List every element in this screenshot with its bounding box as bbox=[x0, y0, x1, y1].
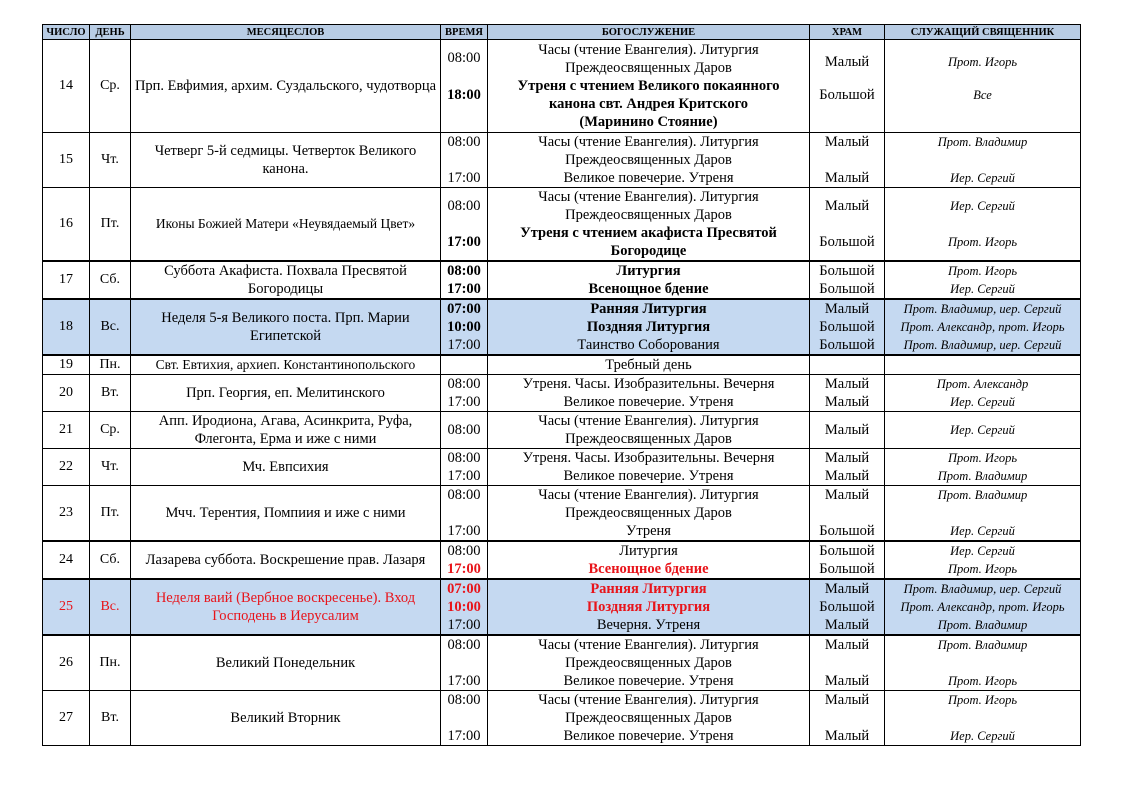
priest-cell bbox=[885, 133, 1081, 188]
service-line: Утреня bbox=[626, 523, 671, 539]
service-line: Утреня. Часы. Изобразительны. Вечерня bbox=[522, 450, 775, 466]
weekday: Чт. bbox=[90, 449, 131, 486]
time-cell bbox=[441, 691, 488, 746]
time-value: 07:00 bbox=[447, 581, 481, 597]
temple-value: Большой bbox=[819, 319, 875, 335]
service-line: Великое повечерие. Утреня bbox=[563, 673, 734, 689]
time-value bbox=[441, 709, 487, 727]
saint-name: Лазарева суббота. Воскрешение прав. Лазаря bbox=[131, 541, 441, 579]
temple-value bbox=[810, 654, 884, 672]
priest-cell bbox=[885, 449, 1081, 486]
time-cell bbox=[441, 541, 488, 579]
temple-cell bbox=[810, 355, 885, 375]
time-cell bbox=[441, 579, 488, 635]
priest-value: Прот. Владимир bbox=[937, 638, 1028, 652]
header-day: ДЕНЬ bbox=[90, 25, 131, 40]
time-value bbox=[441, 114, 487, 132]
service-cell bbox=[488, 449, 810, 486]
service-line: Ранняя Литургия bbox=[590, 301, 707, 317]
priest-value: Прот. Игорь bbox=[947, 55, 1018, 69]
temple-value bbox=[810, 504, 884, 522]
temple-cell bbox=[810, 188, 885, 262]
temple-value: Большой bbox=[819, 87, 875, 103]
saint-name: Мчч. Терентия, Помпиия и иже с ними bbox=[131, 486, 441, 542]
service-line: канона свт. Андрея Критского bbox=[548, 96, 749, 112]
priest-value: Прот. Александр, прот. Игорь bbox=[900, 600, 1065, 614]
table-row bbox=[43, 375, 1081, 412]
priest-value: Прот. Игорь bbox=[947, 235, 1018, 249]
weekday: Пт. bbox=[90, 188, 131, 262]
time-cell bbox=[441, 299, 488, 355]
temple-value: Большой bbox=[819, 337, 875, 353]
saint-name: Великий Вторник bbox=[131, 691, 441, 746]
temple-cell bbox=[810, 691, 885, 746]
service-line: Требный день bbox=[605, 357, 692, 373]
service-cell bbox=[488, 635, 810, 691]
weekday: Пн. bbox=[90, 355, 131, 375]
time-value: 17:00 bbox=[447, 281, 481, 297]
service-cell bbox=[488, 486, 810, 542]
table-row bbox=[43, 412, 1081, 449]
temple-value: Малый bbox=[824, 422, 870, 438]
service-line: Часы (чтение Евангелия). Литургия bbox=[538, 692, 759, 708]
temple-value: Большой bbox=[819, 523, 875, 539]
saint-name: Великий Понедельник bbox=[131, 635, 441, 691]
temple-value: Малый bbox=[824, 301, 870, 317]
saint-name: Четверг 5-й седмицы. Четверток Великого канона. bbox=[131, 133, 441, 188]
priest-cell bbox=[885, 541, 1081, 579]
priest-cell bbox=[885, 412, 1081, 449]
service-line: Таинство Соборования bbox=[577, 337, 720, 353]
priest-value: Прот. Игорь bbox=[947, 693, 1018, 707]
service-line: Утреня с чтением акафиста Пресвятой bbox=[520, 225, 777, 241]
temple-value: Малый bbox=[824, 617, 870, 633]
time-cell bbox=[441, 486, 488, 542]
weekday: Ср. bbox=[90, 412, 131, 449]
day-number: 21 bbox=[43, 412, 90, 449]
time-cell bbox=[441, 40, 488, 133]
time-value: 08:00 bbox=[447, 263, 481, 279]
weekday: Пт. bbox=[90, 486, 131, 542]
priest-value: Прот. Владимир bbox=[937, 488, 1028, 502]
time-value: 18:00 bbox=[447, 87, 481, 103]
priest-value: Иер. Сергий bbox=[950, 199, 1015, 213]
service-line: Утреня с чтением Великого покаянного bbox=[517, 78, 780, 94]
temple-value: Малый bbox=[824, 54, 870, 70]
day-number: 15 bbox=[43, 133, 90, 188]
priest-value bbox=[885, 110, 1080, 128]
temple-cell bbox=[810, 299, 885, 355]
priest-value: Прот. Игорь bbox=[947, 562, 1018, 576]
time-value: 07:00 bbox=[447, 301, 481, 317]
service-line: Утреня. Часы. Изобразительны. Вечерня bbox=[522, 376, 775, 392]
service-line: Литургия bbox=[616, 263, 681, 279]
time-value: 08:00 bbox=[447, 376, 481, 392]
priest-value: Прот. Александр, прот. Игорь bbox=[900, 320, 1065, 334]
service-line: Преждеосвященных Даров bbox=[565, 655, 732, 671]
day-number: 25 bbox=[43, 579, 90, 635]
temple-value: Малый bbox=[824, 673, 870, 689]
priest-value: Прот. Игорь bbox=[947, 451, 1018, 465]
service-cell bbox=[488, 541, 810, 579]
priest-value: Прот. Владимир, иер. Сергий bbox=[903, 338, 1062, 352]
temple-value bbox=[810, 356, 884, 374]
temple-cell bbox=[810, 449, 885, 486]
service-line: Часы (чтение Евангелия). Литургия bbox=[538, 413, 759, 429]
day-number: 16 bbox=[43, 188, 90, 262]
service-line: Ранняя Литургия bbox=[590, 581, 707, 597]
temple-value: Малый bbox=[824, 450, 870, 466]
time-cell bbox=[441, 635, 488, 691]
service-line: Преждеосвященных Даров bbox=[565, 60, 732, 76]
saint-name: Суббота Акафиста. Похвала Пресвятой Богородицы bbox=[131, 261, 441, 299]
service-line: Всенощное бдение bbox=[588, 281, 709, 297]
priest-value bbox=[885, 709, 1080, 727]
temple-cell bbox=[810, 40, 885, 133]
saint-name: Прп. Георгия, еп. Мелитинского bbox=[131, 375, 441, 412]
priest-value: Иер. Сергий bbox=[950, 729, 1015, 743]
temple-value: Малый bbox=[824, 581, 870, 597]
time-value: 17:00 bbox=[447, 561, 481, 577]
priest-cell bbox=[885, 691, 1081, 746]
service-line: Всенощное бдение bbox=[588, 561, 709, 577]
priest-value: Прот. Игорь bbox=[947, 264, 1018, 278]
time-value: 08:00 bbox=[447, 692, 481, 708]
temple-cell bbox=[810, 635, 885, 691]
time-value: 08:00 bbox=[447, 134, 481, 150]
day-number: 14 bbox=[43, 40, 90, 133]
header-temple: ХРАМ bbox=[810, 25, 885, 40]
service-line: Часы (чтение Евангелия). Литургия bbox=[538, 134, 759, 150]
priest-cell bbox=[885, 261, 1081, 299]
service-line: Богородице bbox=[610, 243, 687, 259]
temple-value: Малый bbox=[824, 134, 870, 150]
time-value: 17:00 bbox=[447, 728, 481, 744]
temple-value: Малый bbox=[824, 198, 870, 214]
service-line: Часы (чтение Евангелия). Литургия bbox=[538, 487, 759, 503]
temple-value: Малый bbox=[824, 728, 870, 744]
priest-value: Все bbox=[973, 88, 992, 102]
temple-value: Малый bbox=[824, 376, 870, 392]
table-row bbox=[43, 691, 1081, 746]
priest-value: Прот. Владимир bbox=[937, 469, 1028, 483]
priest-cell bbox=[885, 299, 1081, 355]
temple-cell bbox=[810, 486, 885, 542]
temple-value: Малый bbox=[824, 692, 870, 708]
header-saints: МЕСЯЦЕСЛОВ bbox=[131, 25, 441, 40]
service-line: (Маринино Стояние) bbox=[579, 114, 718, 130]
service-cell bbox=[488, 375, 810, 412]
temple-cell bbox=[810, 261, 885, 299]
service-cell bbox=[488, 579, 810, 635]
table-row bbox=[43, 133, 1081, 188]
time-value: 17:00 bbox=[447, 234, 481, 250]
service-line: Преждеосвященных Даров bbox=[565, 505, 732, 521]
time-value: 08:00 bbox=[447, 487, 481, 503]
priest-value bbox=[885, 654, 1080, 672]
time-cell bbox=[441, 412, 488, 449]
time-value: 17:00 bbox=[447, 523, 481, 539]
service-line: Поздняя Литургия bbox=[586, 599, 711, 615]
day-number: 27 bbox=[43, 691, 90, 746]
temple-cell bbox=[810, 133, 885, 188]
weekday: Вт. bbox=[90, 691, 131, 746]
priest-value: Иер. Сергий bbox=[950, 544, 1015, 558]
table-row bbox=[43, 541, 1081, 579]
weekday: Вс. bbox=[90, 299, 131, 355]
time-value: 17:00 bbox=[447, 337, 481, 353]
time-value: 08:00 bbox=[447, 50, 481, 66]
priest-value: Иер. Сергий bbox=[950, 282, 1015, 296]
service-line: Литургия bbox=[619, 543, 678, 559]
time-value: 17:00 bbox=[447, 673, 481, 689]
time-value bbox=[441, 654, 487, 672]
time-value bbox=[441, 151, 487, 169]
header-row bbox=[43, 25, 1081, 40]
time-cell bbox=[441, 449, 488, 486]
weekday: Ср. bbox=[90, 40, 131, 133]
temple-value bbox=[810, 151, 884, 169]
service-line: Великое повечерие. Утреня bbox=[563, 728, 734, 744]
temple-value: Большой bbox=[819, 561, 875, 577]
header-priest: СЛУЖАЩИЙ СВЯЩЕННИК bbox=[885, 25, 1081, 40]
priest-value: Иер. Сергий bbox=[950, 423, 1015, 437]
time-value: 08:00 bbox=[447, 422, 481, 438]
day-number: 26 bbox=[43, 635, 90, 691]
header-service: БОГОСЛУЖЕНИЕ bbox=[488, 25, 810, 40]
temple-value bbox=[810, 709, 884, 727]
temple-value: Большой bbox=[819, 263, 875, 279]
temple-value: Малый bbox=[824, 637, 870, 653]
priest-cell bbox=[885, 486, 1081, 542]
header-time: ВРЕМЯ bbox=[441, 25, 488, 40]
service-line: Поздняя Литургия bbox=[586, 319, 711, 335]
temple-value: Большой bbox=[819, 599, 875, 615]
service-cell bbox=[488, 355, 810, 375]
saint-name: Мч. Евпсихия bbox=[131, 449, 441, 486]
table-row bbox=[43, 635, 1081, 691]
priest-value: Прот. Владимир, иер. Сергий bbox=[903, 302, 1062, 316]
temple-value: Большой bbox=[819, 281, 875, 297]
temple-value: Малый bbox=[824, 170, 870, 186]
priest-value: Прот. Владимир bbox=[937, 135, 1028, 149]
time-cell bbox=[441, 375, 488, 412]
priest-cell bbox=[885, 355, 1081, 375]
service-cell bbox=[488, 691, 810, 746]
priest-cell bbox=[885, 188, 1081, 262]
priest-value bbox=[885, 356, 1080, 374]
time-value: 10:00 bbox=[447, 599, 481, 615]
priest-value: Прот. Игорь bbox=[947, 674, 1018, 688]
saint-name: Неделя ваий (Вербное воскресенье). Вход Господень в Иерусалим bbox=[131, 579, 441, 635]
schedule-table bbox=[42, 24, 1081, 746]
priest-value: Иер. Сергий bbox=[950, 524, 1015, 538]
weekday: Вт. bbox=[90, 375, 131, 412]
service-line: Преждеосвященных Даров bbox=[565, 152, 732, 168]
service-line: Часы (чтение Евангелия). Литургия bbox=[538, 42, 759, 58]
day-number: 22 bbox=[43, 449, 90, 486]
time-cell bbox=[441, 133, 488, 188]
priest-cell bbox=[885, 579, 1081, 635]
table-row bbox=[43, 188, 1081, 262]
service-line: Великое повечерие. Утреня bbox=[563, 170, 734, 186]
service-cell bbox=[488, 412, 810, 449]
time-value: 10:00 bbox=[447, 319, 481, 335]
table-row bbox=[43, 355, 1081, 375]
priest-value: Иер. Сергий bbox=[950, 395, 1015, 409]
service-line: Преждеосвященных Даров bbox=[565, 710, 732, 726]
header-num: ЧИСЛО bbox=[43, 25, 90, 40]
table-row bbox=[43, 486, 1081, 542]
time-value bbox=[441, 504, 487, 522]
table-row bbox=[43, 299, 1081, 355]
day-number: 24 bbox=[43, 541, 90, 579]
saint-name: Иконы Божией Матери «Неувядаемый Цвет» bbox=[131, 188, 441, 262]
time-value: 08:00 bbox=[447, 198, 481, 214]
time-value: 08:00 bbox=[447, 637, 481, 653]
weekday: Сб. bbox=[90, 541, 131, 579]
temple-value: Малый bbox=[824, 487, 870, 503]
table-row bbox=[43, 40, 1081, 133]
time-value: 08:00 bbox=[447, 450, 481, 466]
time-value: 17:00 bbox=[447, 468, 481, 484]
priest-value: Прот. Владимир, иер. Сергий bbox=[903, 582, 1062, 596]
day-number: 23 bbox=[43, 486, 90, 542]
priest-value bbox=[885, 151, 1080, 169]
day-number: 17 bbox=[43, 261, 90, 299]
service-line: Часы (чтение Евангелия). Литургия bbox=[538, 189, 759, 205]
weekday: Вс. bbox=[90, 579, 131, 635]
day-number: 18 bbox=[43, 299, 90, 355]
day-number: 19 bbox=[43, 355, 90, 375]
service-cell bbox=[488, 261, 810, 299]
priest-cell bbox=[885, 40, 1081, 133]
weekday: Сб. bbox=[90, 261, 131, 299]
temple-cell bbox=[810, 579, 885, 635]
priest-cell bbox=[885, 375, 1081, 412]
time-cell bbox=[441, 261, 488, 299]
service-cell bbox=[488, 40, 810, 133]
time-value: 08:00 bbox=[447, 543, 481, 559]
temple-value: Большой bbox=[819, 234, 875, 250]
weekday: Чт. bbox=[90, 133, 131, 188]
temple-value: Малый bbox=[824, 468, 870, 484]
priest-value: Прот. Александр bbox=[936, 377, 1029, 391]
service-cell bbox=[488, 299, 810, 355]
temple-value: Большой bbox=[819, 543, 875, 559]
saint-name: Прп. Евфимия, архим. Суздальского, чудотворца bbox=[131, 40, 441, 133]
saint-name: Свт. Евтихия, архиеп. Константинопольского bbox=[131, 355, 441, 375]
service-line: Великое повечерие. Утреня bbox=[563, 394, 734, 410]
temple-cell bbox=[810, 412, 885, 449]
temple-value bbox=[810, 110, 884, 128]
time-value: 17:00 bbox=[447, 617, 481, 633]
time-value: 17:00 bbox=[447, 170, 481, 186]
saint-name: Апп. Иродиона, Агава, Асинкрита, Руфа, Флегонта, Ерма и иже с ними bbox=[131, 412, 441, 449]
service-line: Преждеосвященных Даров bbox=[565, 431, 732, 447]
table-row bbox=[43, 579, 1081, 635]
service-cell bbox=[488, 133, 810, 188]
weekday: Пн. bbox=[90, 635, 131, 691]
temple-value: Малый bbox=[824, 394, 870, 410]
service-cell bbox=[488, 188, 810, 262]
service-line: Часы (чтение Евангелия). Литургия bbox=[538, 637, 759, 653]
temple-cell bbox=[810, 541, 885, 579]
priest-value: Прот. Владимир bbox=[937, 618, 1028, 632]
saint-name: Неделя 5-я Великого поста. Прп. Марии Египетской bbox=[131, 299, 441, 355]
temple-cell bbox=[810, 375, 885, 412]
priest-cell bbox=[885, 635, 1081, 691]
time-cell bbox=[441, 355, 488, 375]
time-cell bbox=[441, 188, 488, 262]
day-number: 20 bbox=[43, 375, 90, 412]
service-line: Вечерня. Утреня bbox=[596, 617, 701, 633]
time-value: 17:00 bbox=[447, 394, 481, 410]
service-line: Преждеосвященных Даров bbox=[565, 207, 732, 223]
service-line: Великое повечерие. Утреня bbox=[563, 468, 734, 484]
table-row bbox=[43, 449, 1081, 486]
priest-value bbox=[885, 504, 1080, 522]
table-row bbox=[43, 261, 1081, 299]
priest-value: Иер. Сергий bbox=[950, 171, 1015, 185]
time-value bbox=[441, 356, 487, 374]
